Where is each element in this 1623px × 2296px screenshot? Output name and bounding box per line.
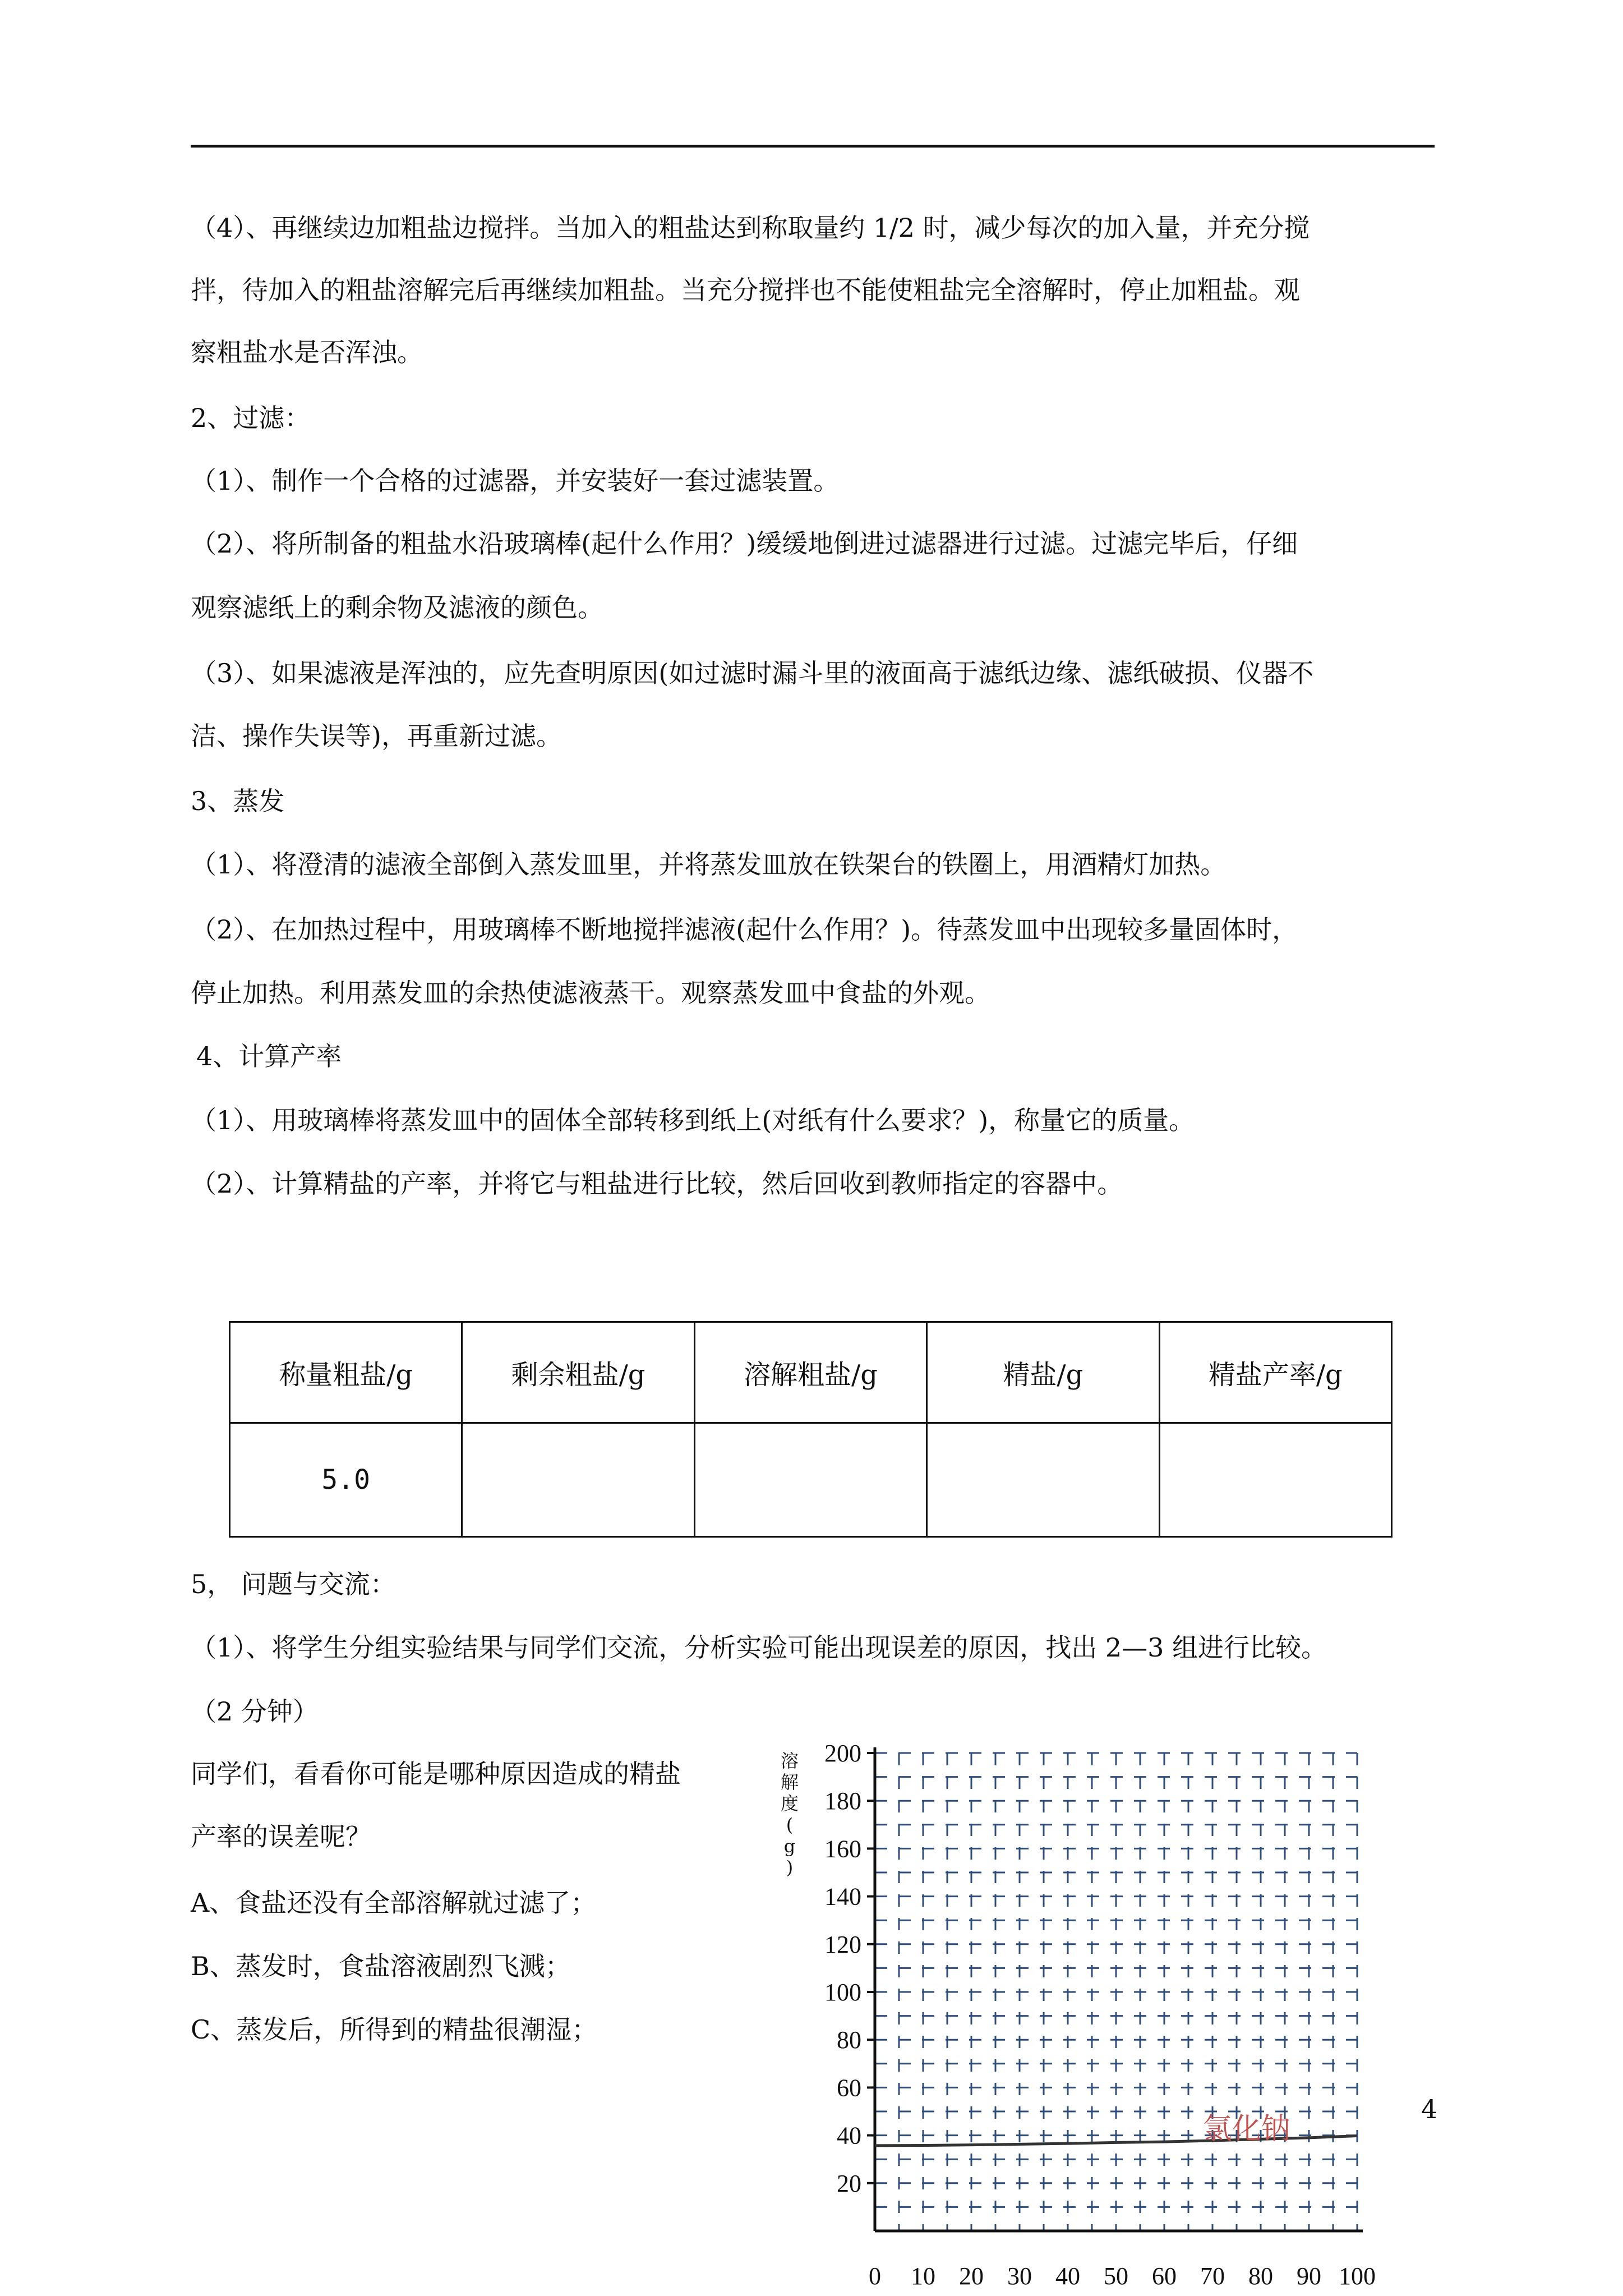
y-tick-label: 200 bbox=[824, 1740, 861, 1767]
paragraph-line: （1）、用玻璃棒将蒸发皿中的固体全部转移到纸上(对纸有什么要求？)，称量它的质量。 bbox=[191, 1105, 1195, 1135]
paragraph-line: （2）、将所制备的粗盐水沿玻璃棒(起什么作用？)缓缓地倒进过滤器进行过滤。过滤完毕后，仔细 bbox=[191, 528, 1298, 559]
x-tick-label: 10 bbox=[911, 2262, 935, 2290]
table-header-cell: 精盐/g bbox=[927, 1322, 1159, 1423]
x-tick-label: 0 bbox=[869, 2262, 881, 2290]
table-header-cell: 称量粗盐/g bbox=[230, 1322, 462, 1423]
table-header-row bbox=[230, 1322, 1392, 1423]
y-axis-label: ) bbox=[786, 1857, 794, 1878]
y-axis-label: g bbox=[783, 1835, 796, 1857]
y-tick-label: 40 bbox=[837, 2122, 861, 2150]
option-b: B、蒸发时，食盐溶液剧烈飞溅； bbox=[191, 1951, 571, 1981]
paragraph-line: 同学们，看看你可能是哪种原因造成的精盐 bbox=[191, 1759, 681, 1789]
solubility-chart bbox=[774, 1733, 1396, 2296]
y-axis-label: 解 bbox=[780, 1772, 799, 1793]
section-heading: 2、过滤： bbox=[191, 403, 311, 433]
table-header-cell: 精盐产率/g bbox=[1159, 1322, 1391, 1423]
y-tick-label: 180 bbox=[824, 1787, 861, 1815]
y-tick-label: 100 bbox=[824, 1978, 861, 2006]
x-tick-label: 60 bbox=[1152, 2262, 1177, 2290]
table-cell bbox=[462, 1423, 694, 1537]
paragraph-line: 察粗盐水是否浑浊。 bbox=[191, 337, 423, 367]
section-heading: 5， 问题与交流： bbox=[191, 1569, 396, 1599]
results-table bbox=[229, 1321, 1393, 1538]
paragraph-line: （1）、将澄清的滤液全部倒入蒸发皿里，并将蒸发皿放在铁架台的铁圈上，用酒精灯加热。 bbox=[191, 849, 1227, 880]
option-a: A、食盐还没有全部溶解就过滤了； bbox=[191, 1888, 597, 1918]
table-row bbox=[230, 1423, 1392, 1537]
x-tick-label: 70 bbox=[1200, 2262, 1225, 2290]
table-cell bbox=[1159, 1423, 1391, 1537]
section-heading: 4、计算产率 bbox=[196, 1041, 342, 1071]
header-rule bbox=[191, 145, 1435, 148]
paragraph-line: （2）、计算精盐的产率，并将它与粗盐进行比较，然后回收到教师指定的容器中。 bbox=[191, 1168, 1123, 1199]
paragraph-line: 观察滤纸上的剩余物及滤液的颜色。 bbox=[191, 592, 603, 623]
x-tick-label: 40 bbox=[1055, 2262, 1080, 2290]
table-header-cell: 剩余粗盐/g bbox=[462, 1322, 694, 1423]
x-tick-label: 50 bbox=[1104, 2262, 1128, 2290]
x-tick-label: 90 bbox=[1297, 2262, 1321, 2290]
option-c: C、蒸发后，所得到的精盐很潮湿； bbox=[191, 2014, 598, 2045]
paragraph-line: （4）、再继续边加粗盐边搅拌。当加入的粗盐达到称取量约 1/2 时，减少每次的加入量，并充分搅 bbox=[191, 213, 1310, 243]
paragraph-line: （2 分钟） bbox=[191, 1696, 319, 1727]
paragraph-line: （2）、在加热过程中，用玻璃棒不断地搅拌滤液(起什么作用？)。待蒸发皿中出现较多量固体时， bbox=[191, 914, 1298, 945]
y-axis-label: 溶 bbox=[780, 1750, 799, 1772]
y-axis-label: ( bbox=[786, 1814, 794, 1835]
paragraph-line: （3）、如果滤液是浑浊的，应先查明原因(如过滤时漏斗里的液面高于滤纸边缘、滤纸破损、仪器不 bbox=[191, 658, 1314, 688]
table-header-cell: 溶解粗盐/g bbox=[694, 1322, 926, 1423]
table-cell: 5.0 bbox=[230, 1423, 462, 1537]
paragraph-line: 洁、操作失误等)，再重新过滤。 bbox=[191, 721, 562, 751]
x-tick-label: 30 bbox=[1007, 2262, 1032, 2290]
table-cell bbox=[927, 1423, 1159, 1537]
x-tick-label: 100 bbox=[1339, 2262, 1376, 2290]
paragraph-line: 产率的误差呢？ bbox=[191, 1821, 371, 1852]
series-label: 氯化钠 bbox=[1202, 2112, 1290, 2146]
y-tick-label: 20 bbox=[837, 2169, 861, 2197]
page-number: 4 bbox=[1421, 2094, 1438, 2124]
x-tick-label: 80 bbox=[1248, 2262, 1273, 2290]
y-tick-label: 80 bbox=[837, 2026, 861, 2054]
paragraph-line: 拌，待加入的粗盐溶解完后再继续加粗盐。当充分搅拌也不能使粗盐完全溶解时，停止加粗盐。观 bbox=[191, 275, 1300, 305]
y-tick-label: 140 bbox=[824, 1883, 861, 1911]
section-heading: 3、蒸发 bbox=[191, 786, 285, 816]
paragraph-line: （1）、将学生分组实验结果与同学们交流，分析实验可能出现误差的原因，找出 2—3 组进行比较。 bbox=[191, 1632, 1327, 1663]
y-axis-label: 度 bbox=[780, 1793, 799, 1814]
y-tick-label: 120 bbox=[824, 1930, 861, 1958]
y-tick-label: 160 bbox=[824, 1835, 861, 1863]
x-tick-label: 20 bbox=[959, 2262, 984, 2290]
paragraph-line: （1）、制作一个合格的过滤器，并安装好一套过滤装置。 bbox=[191, 466, 840, 496]
table-cell bbox=[694, 1423, 926, 1537]
paragraph-line: 停止加热。利用蒸发皿的余热使滤液蒸干。观察蒸发皿中食盐的外观。 bbox=[191, 978, 990, 1008]
y-tick-label: 60 bbox=[837, 2074, 861, 2102]
